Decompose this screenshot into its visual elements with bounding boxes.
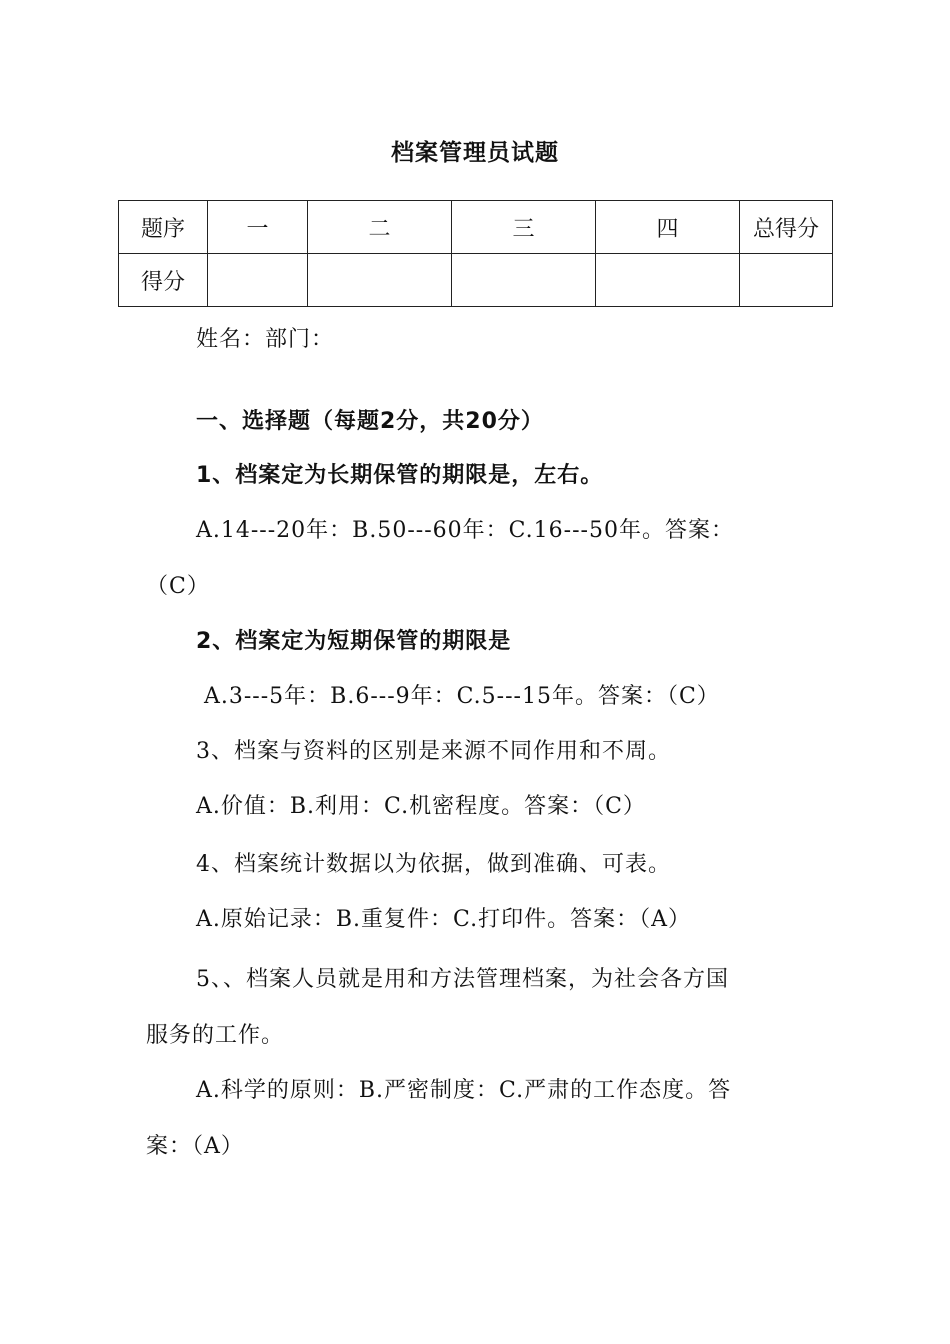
- score-cell-4: [596, 254, 740, 307]
- section-heading: 一、选择题（每题2分，共20分）: [196, 409, 544, 434]
- question-4-options: A.原始记录：B.重复件：C.打印件。答案：（A）: [196, 907, 691, 932]
- header-cell-4: 四: [596, 201, 740, 254]
- question-3: 3、档案与资料的区别是来源不同作用和不周。: [196, 739, 671, 764]
- score-row-label: 得分: [119, 254, 208, 307]
- header-cell-3: 三: [452, 201, 596, 254]
- name-dept-line: 姓名：部门：: [196, 327, 335, 352]
- question-2-options: A.3---5年：B.6---9年：C.5---15年。答案：（C）: [204, 684, 720, 709]
- header-cell-1: 一: [208, 201, 308, 254]
- score-table: [118, 200, 833, 307]
- question-1-answer: （C）: [146, 574, 210, 599]
- header-cell-total: 总得分: [740, 201, 833, 254]
- score-table-score-row: [119, 254, 833, 307]
- question-5-options-continued: 案：（A）: [146, 1134, 244, 1159]
- question-2: 2、档案定为短期保管的期限是: [196, 629, 512, 654]
- question-1: 1、档案定为长期保管的期限是，左右。: [196, 463, 604, 488]
- header-cell-order: 题序: [119, 201, 208, 254]
- header-cell-2: 二: [308, 201, 452, 254]
- question-3-options: A.价值：B.利用：C.机密程度。答案：（C）: [196, 794, 646, 819]
- page-title: 档案管理员试题: [391, 140, 559, 166]
- score-cell-1: [208, 254, 308, 307]
- question-5-options: A.科学的原则：B.严密制度：C.严肃的工作态度。答: [196, 1078, 732, 1103]
- score-cell-total: [740, 254, 833, 307]
- question-4: 4、档案统计数据以为依据，做到准确、可表。: [196, 852, 671, 877]
- question-1-options: A.14---20年：B.50---60年：C.16---50年。答案：: [196, 518, 734, 543]
- question-5-continued: 服务的工作。: [146, 1023, 285, 1048]
- score-table-header-row: [119, 201, 833, 254]
- score-cell-3: [452, 254, 596, 307]
- question-5: 5、、档案人员就是用和方法管理档案，为社会各方国: [196, 967, 729, 992]
- score-cell-2: [308, 254, 452, 307]
